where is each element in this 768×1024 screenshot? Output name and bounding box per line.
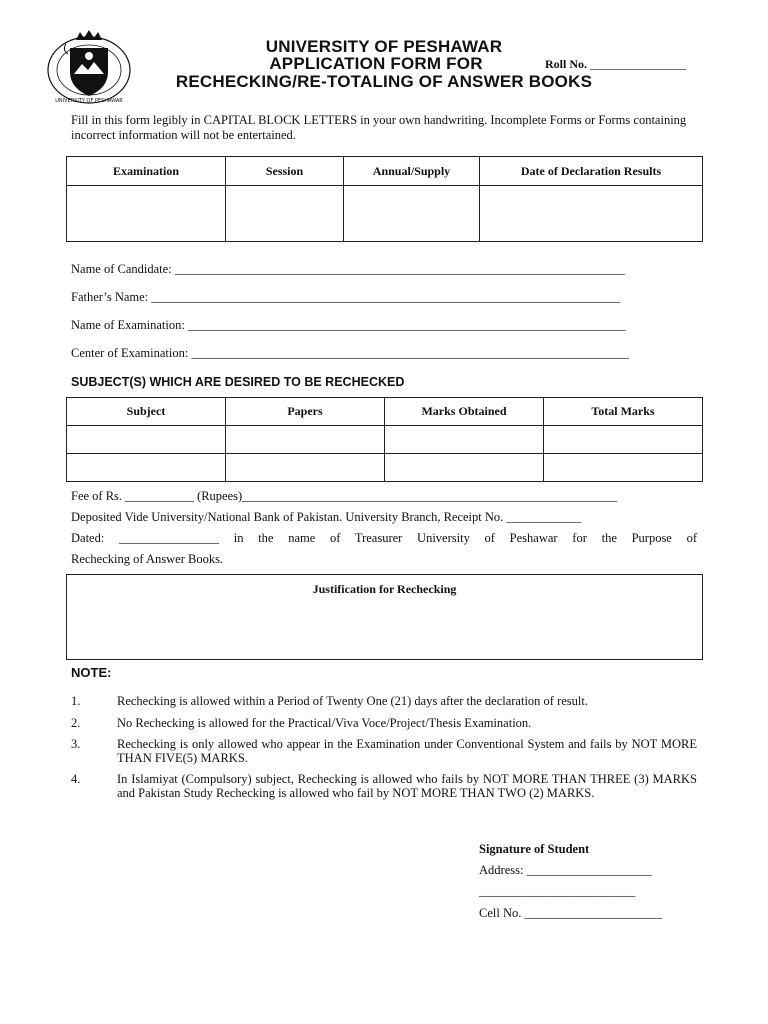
papers-cell[interactable]	[226, 454, 385, 482]
examination-table	[66, 156, 703, 242]
address-line-2[interactable]: _________________________	[479, 884, 636, 898]
marks-obtained-cell[interactable]	[385, 426, 544, 454]
total-marks-cell[interactable]	[544, 426, 703, 454]
fee-field[interactable]: Fee of Rs. ___________ (Rupees)____________________________________________________________	[71, 489, 618, 503]
cell-number-field[interactable]: Cell No. ______________________	[479, 906, 662, 920]
table-row	[67, 426, 703, 454]
subject-cell[interactable]	[67, 426, 226, 454]
form-title-university: UNIVERSITY OF PESHAWAR	[265, 37, 503, 56]
roll-number-line: ________________	[590, 57, 686, 71]
form-title-rechecking: RECHECKING/RE-TOTALING OF ANSWER BOOKS	[175, 72, 593, 91]
header-total-marks: Total Marks	[544, 398, 703, 426]
total-marks-cell[interactable]	[544, 454, 703, 482]
header-annual-supply: Annual/Supply	[344, 157, 480, 186]
declaration-date-cell[interactable]	[480, 186, 703, 242]
header-session: Session	[226, 157, 344, 186]
header-declaration-date: Date of Declaration Results	[480, 157, 703, 186]
table-row	[67, 454, 703, 482]
dated-field[interactable]: Dated: ________________ in the name of Treasurer University of Peshawar for the Purpose of	[71, 531, 697, 545]
roll-number-field[interactable]	[545, 57, 686, 72]
note-heading: NOTE:	[71, 665, 112, 680]
address-field[interactable]: Address: ____________________	[479, 863, 652, 877]
candidate-name-field[interactable]: Name of Candidate: ________________________________________________________________________	[71, 262, 625, 276]
note-text: In Islamiyat (Compulsory) subject, Rechecking is allowed who fails by NOT MORE THAN THREE (3) MARKS and Pakistan Study Rechecking is allowed who fail by NOT MORE THAN TWO (2) MARKS.	[117, 772, 697, 800]
header-subject: Subject	[67, 398, 226, 426]
note-number: 1.	[71, 694, 81, 708]
header-examination: Examination	[67, 157, 226, 186]
father-name-field[interactable]: Father’s Name: ___________________________________________________________________________	[71, 290, 621, 304]
svg-text:UNIVERSITY OF PESHAWAR: UNIVERSITY OF PESHAWAR	[55, 98, 123, 104]
receipt-number-field[interactable]: Deposited Vide University/National Bank of Pakistan. University Branch, Receipt No. ____________	[71, 510, 582, 524]
header-papers: Papers	[226, 398, 385, 426]
purpose-text: Rechecking of Answer Books.	[71, 552, 224, 566]
signature-label: Signature of Student	[479, 842, 590, 856]
justification-box[interactable]	[66, 574, 703, 660]
subject-cell[interactable]	[67, 454, 226, 482]
annual-supply-cell[interactable]	[344, 186, 480, 242]
form-title-application: APPLICATION FORM FOR	[269, 54, 483, 73]
roll-number-label: Roll No.	[545, 57, 587, 71]
note-text: Rechecking is allowed within a Period of Twenty One (21) days after the declaration of result.	[117, 694, 588, 708]
subjects-table	[66, 397, 703, 482]
examination-name-field[interactable]: Name of Examination: ______________________________________________________________________	[71, 318, 626, 332]
examination-center-field[interactable]: Center of Examination: ______________________________________________________________________	[71, 346, 629, 360]
note-number: 2.	[71, 716, 81, 730]
header-marks-obtained: Marks Obtained	[385, 398, 544, 426]
note-text: Rechecking is only allowed who appear in the Examination under Conventional System and fails by NOT MORE THAN FIVE(5) MARKS.	[117, 737, 697, 765]
note-text: No Rechecking is allowed for the Practical/Viva Voce/Project/Thesis Examination.	[117, 716, 532, 730]
note-number: 3.	[71, 737, 81, 751]
session-cell[interactable]	[226, 186, 344, 242]
marks-obtained-cell[interactable]	[385, 454, 544, 482]
examination-cell[interactable]	[67, 186, 226, 242]
papers-cell[interactable]	[226, 426, 385, 454]
justification-label: Justification for Rechecking	[312, 582, 457, 596]
instructions-text: Fill in this form legibly in CAPITAL BLOCK LETTERS in your own handwriting. Incomplete Forms or Forms containing incorrect information will not be entertained.	[71, 113, 687, 142]
note-number: 4.	[71, 772, 81, 786]
subjects-heading: SUBJECT(S) WHICH ARE DESIRED TO BE RECHECKED	[71, 375, 405, 389]
